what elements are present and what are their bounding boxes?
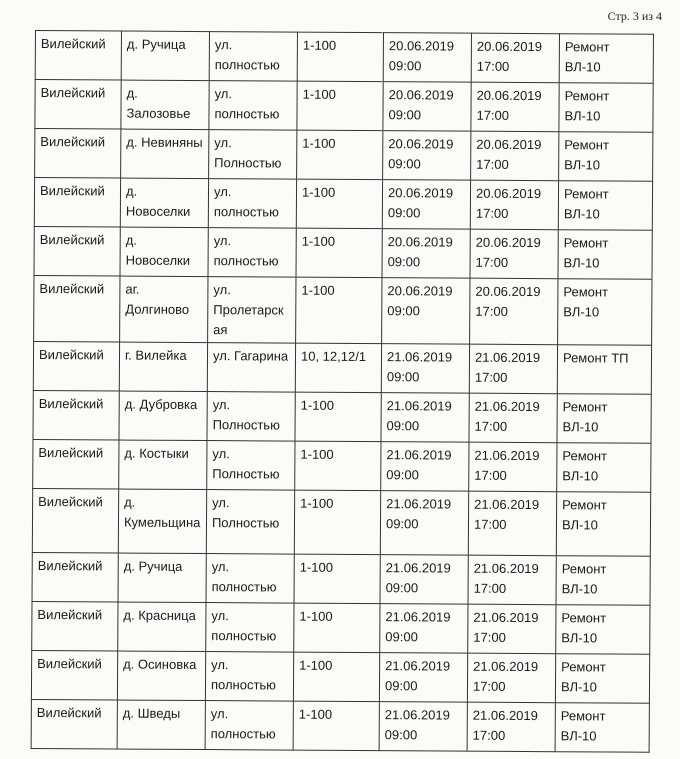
- work-type-cell: Ремонт ВЛ-10: [558, 181, 652, 231]
- houses-cell: 1-100: [296, 179, 382, 229]
- district-cell: Вилейский: [32, 552, 118, 602]
- district-cell: Вилейский: [33, 439, 119, 489]
- settlement-cell: г. Вилейка: [119, 342, 207, 392]
- district-cell: Вилейский: [33, 390, 119, 440]
- work-type-cell: Ремонт ТП: [557, 345, 651, 395]
- street-cell: ул. полностью: [209, 32, 297, 82]
- work-type-cell: Ремонт ВЛ-10: [558, 230, 652, 280]
- end-time-cell: 21.06.2019 17:00: [469, 393, 557, 443]
- start-time-cell: 21.06.2019 09:00: [381, 344, 469, 394]
- settlement-cell: д. Новоселки: [120, 227, 208, 277]
- table-row: [32, 552, 650, 605]
- start-time-cell: 20.06.2019 09:00: [382, 180, 470, 230]
- table-row: [32, 488, 650, 556]
- houses-cell: 1-100: [294, 490, 380, 555]
- houses-cell: 1-100: [293, 652, 379, 702]
- start-time-cell: 21.06.2019 09:00: [380, 604, 468, 654]
- end-time-cell: 21.06.2019 17:00: [467, 653, 555, 703]
- district-cell: Вилейский: [35, 31, 121, 81]
- work-type-cell: Ремонт ВЛ-10: [556, 605, 650, 655]
- work-type-cell: Ремонт ВЛ-10: [559, 34, 653, 84]
- settlement-cell: д. Осиновка: [117, 651, 205, 701]
- work-type-cell: Ремонт ВЛ-10: [558, 279, 652, 346]
- work-type-cell: Ремонт ВЛ-10: [555, 703, 649, 753]
- work-type-cell: Ремонт ВЛ-10: [556, 492, 650, 557]
- work-type-cell: Ремонт ВЛ-10: [559, 132, 653, 182]
- houses-cell: 10, 12,12/1: [295, 343, 381, 393]
- start-time-cell: 21.06.2019 09:00: [379, 702, 467, 752]
- work-type-cell: Ремонт ВЛ-10: [556, 556, 650, 606]
- outage-schedule-table: [31, 30, 654, 753]
- settlement-cell: д. Дубровка: [119, 391, 207, 441]
- table-row: [35, 129, 653, 182]
- houses-cell: 1-100: [297, 130, 383, 180]
- table-row: [33, 439, 651, 492]
- district-cell: Вилейский: [34, 178, 120, 228]
- settlement-cell: д. Ручица: [118, 553, 206, 603]
- street-cell: ул. полностью: [206, 554, 294, 604]
- district-cell: Вилейский: [35, 129, 121, 179]
- end-time-cell: 20.06.2019 17:00: [471, 82, 559, 132]
- start-time-cell: 21.06.2019 09:00: [380, 491, 468, 556]
- end-time-cell: 21.06.2019 17:00: [468, 604, 556, 654]
- end-time-cell: 20.06.2019 17:00: [470, 278, 558, 345]
- street-cell: ул. Полностью: [206, 490, 294, 555]
- start-time-cell: 21.06.2019 09:00: [381, 393, 469, 443]
- houses-cell: 1-100: [295, 441, 381, 491]
- street-cell: ул. полностью: [208, 179, 296, 229]
- district-cell: Вилейский: [31, 650, 117, 700]
- settlement-cell: д. Залозовье: [121, 80, 209, 130]
- table-row: [32, 601, 650, 654]
- start-time-cell: 21.06.2019 09:00: [379, 653, 467, 703]
- end-time-cell: 21.06.2019 17:00: [468, 555, 556, 605]
- settlement-cell: д. Новоселки: [120, 178, 208, 228]
- start-time-cell: 21.06.2019 09:00: [381, 442, 469, 492]
- table-row: [35, 80, 653, 133]
- street-cell: ул. Полностью: [209, 130, 297, 180]
- district-cell: Вилейский: [31, 699, 117, 749]
- table-row: [31, 699, 649, 752]
- end-time-cell: 20.06.2019 17:00: [470, 229, 558, 279]
- work-type-cell: Ремонт ВЛ-10: [557, 443, 651, 493]
- end-time-cell: 20.06.2019 17:00: [471, 131, 559, 181]
- end-time-cell: 21.06.2019 17:00: [469, 442, 557, 492]
- work-type-cell: Ремонт ВЛ-10: [557, 394, 651, 444]
- street-cell: ул. Полностью: [207, 441, 295, 491]
- street-cell: ул. полностью: [208, 228, 296, 278]
- street-cell: ул. Гагарина: [207, 343, 295, 393]
- houses-cell: 1-100: [294, 554, 380, 604]
- start-time-cell: 20.06.2019 09:00: [382, 229, 470, 279]
- district-cell: Вилейский: [34, 275, 120, 342]
- document-sheet: [31, 30, 654, 753]
- street-cell: ул. Полностью: [207, 392, 295, 442]
- start-time-cell: 21.06.2019 09:00: [380, 555, 468, 605]
- street-cell: ул. полностью: [205, 652, 293, 702]
- start-time-cell: 20.06.2019 09:00: [383, 33, 471, 83]
- houses-cell: 1-100: [294, 603, 380, 653]
- district-cell: Вилейский: [32, 488, 118, 553]
- start-time-cell: 20.06.2019 09:00: [383, 131, 471, 181]
- table-row: [33, 341, 651, 394]
- settlement-cell: д. Красница: [118, 602, 206, 652]
- settlement-cell: д. Шведы: [117, 700, 205, 750]
- settlement-cell: д. Невиняны: [121, 129, 209, 179]
- street-cell: ул. полностью: [206, 603, 294, 653]
- table-body: [31, 31, 653, 753]
- table-row: [34, 226, 652, 279]
- settlement-cell: д. Ручица: [121, 31, 209, 81]
- houses-cell: 1-100: [296, 228, 382, 278]
- table-row: [34, 178, 652, 231]
- start-time-cell: 20.06.2019 09:00: [383, 82, 471, 132]
- settlement-cell: аг. Долгиново: [120, 276, 208, 343]
- district-cell: Вилейский: [32, 601, 118, 651]
- street-cell: ул. полностью: [209, 81, 297, 131]
- end-time-cell: 21.06.2019 17:00: [467, 702, 555, 752]
- houses-cell: 1-100: [295, 392, 381, 442]
- table-row: [34, 275, 652, 345]
- end-time-cell: 21.06.2019 17:00: [468, 491, 556, 556]
- settlement-cell: д. Кумельщина: [118, 489, 206, 554]
- end-time-cell: 20.06.2019 17:00: [470, 180, 558, 230]
- page-number: Стр. 3 из 4: [607, 9, 662, 23]
- district-cell: Вилейский: [35, 80, 121, 130]
- street-cell: ул. Пролетарская: [208, 277, 296, 344]
- houses-cell: 1-100: [296, 277, 382, 344]
- houses-cell: 1-100: [297, 32, 383, 82]
- district-cell: Вилейский: [34, 226, 120, 276]
- street-cell: ул. полностью: [205, 701, 293, 751]
- district-cell: Вилейский: [33, 341, 119, 391]
- work-type-cell: Ремонт ВЛ-10: [559, 83, 653, 133]
- end-time-cell: 21.06.2019 17:00: [469, 344, 557, 394]
- start-time-cell: 20.06.2019 09:00: [382, 278, 470, 345]
- settlement-cell: д. Костыки: [119, 440, 207, 490]
- table-row: [33, 390, 651, 443]
- houses-cell: 1-100: [297, 81, 383, 131]
- end-time-cell: 20.06.2019 17:00: [471, 33, 559, 83]
- houses-cell: 1-100: [293, 701, 379, 751]
- table-row: [35, 31, 653, 84]
- work-type-cell: Ремонт ВЛ-10: [555, 654, 649, 704]
- table-row: [31, 650, 649, 703]
